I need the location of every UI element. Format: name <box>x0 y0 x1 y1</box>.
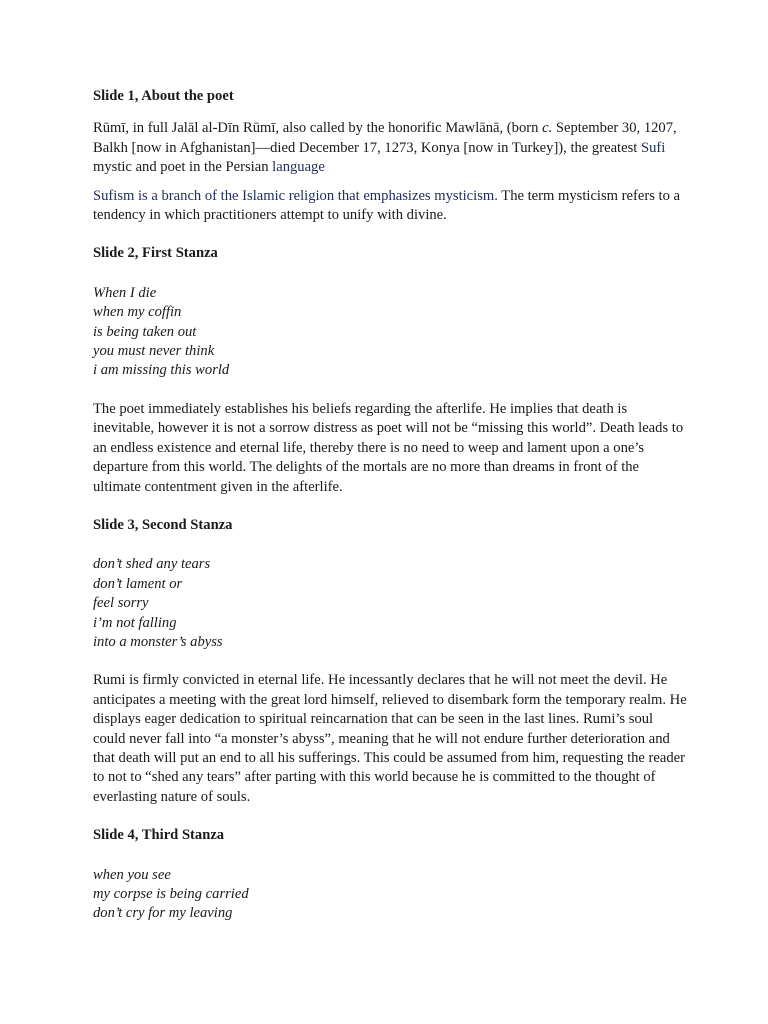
poem-line: when my coffin <box>93 304 182 321</box>
poem-line: don’t lament or <box>93 575 183 592</box>
poem-line: When I die <box>93 284 157 301</box>
slide1-sufism-paragraph <box>93 187 688 226</box>
poem-line: i’m not falling <box>93 614 177 631</box>
poem-line: into a monster’s abyss <box>93 633 223 650</box>
sufism-link[interactable]: Sufism is a branch of the Islamic religion that emphasizes mysticism. <box>93 187 498 204</box>
slide1-heading: Slide 1, About the poet <box>93 88 234 104</box>
slide4-heading: Slide 4, Third Stanza <box>93 827 225 844</box>
slide2-analysis: The poet immediately establishes his beliefs regarding the afterlife. He implies that death is inevitable, however it is not a sorrow distress as poet will not be “missing this world”. Death leads to an endless existence and eternal life, thereby there is no need to weep and lament upon a one’s departure from this world. The delights of the mortals are no more than dreams in front of the ultimate contentment given in the afterlife. <box>93 400 684 495</box>
slide3-heading: Slide 3, Second Stanza <box>93 516 233 533</box>
poem-line: i am missing this world <box>93 362 230 379</box>
poem-line: don’t cry for my leaving <box>93 905 233 922</box>
slide1-bio-paragraph <box>93 119 688 177</box>
bio-text-3: mystic and poet in the Persian <box>93 159 273 176</box>
poem-line: don’t shed any tears <box>93 556 211 573</box>
bio-text-2: September 30, 1207, Balkh [now in Afghanistan]—died December 17, 1273, Konya [now in Turkey]), the greatest <box>93 120 677 156</box>
bio-circa: c. <box>542 120 553 137</box>
slide3-analysis: Rumi is firmly convicted in eternal life. He incessantly declares that he will not meet the devil. He anticipates a meeting with the great lord himself, relieved to disembark form the temporary realm. He displays eager dedication to spiritual reincarnation that can be seen in the last lines. Rumi’s soul could never fall into “a monster’s abyss”, meaning that he will not endure further deterioration and that death will put an end to all his sufferings. This could be assumed from him, requesting the reader to not to “shed any tears” after parting with this world because he is committed to the thought of everlasting nature of souls. <box>93 672 687 805</box>
slide3-poem <box>93 555 688 652</box>
poem-line: when you see <box>93 866 171 883</box>
poem-line: you must never think <box>93 343 215 360</box>
slide2-heading: Slide 2, First Stanza <box>93 245 218 262</box>
poem-line: is being taken out <box>93 323 197 340</box>
sufi-link[interactable]: Sufi <box>640 139 666 156</box>
poem-line: my corpse is being carried <box>93 886 249 902</box>
bio-text-1: Rūmī, in full Jalāl al-Dīn Rūmī, also called by the honorific Mawlānā, (born <box>93 120 543 137</box>
poem-line: feel sorry <box>93 595 149 612</box>
sufism-text: The term mysticism refers to a tendency in which practitioners attempt to unify with divine. <box>93 187 681 224</box>
slide4-poem <box>93 866 688 924</box>
slide2-poem <box>93 284 688 381</box>
language-link[interactable]: language <box>272 159 325 176</box>
